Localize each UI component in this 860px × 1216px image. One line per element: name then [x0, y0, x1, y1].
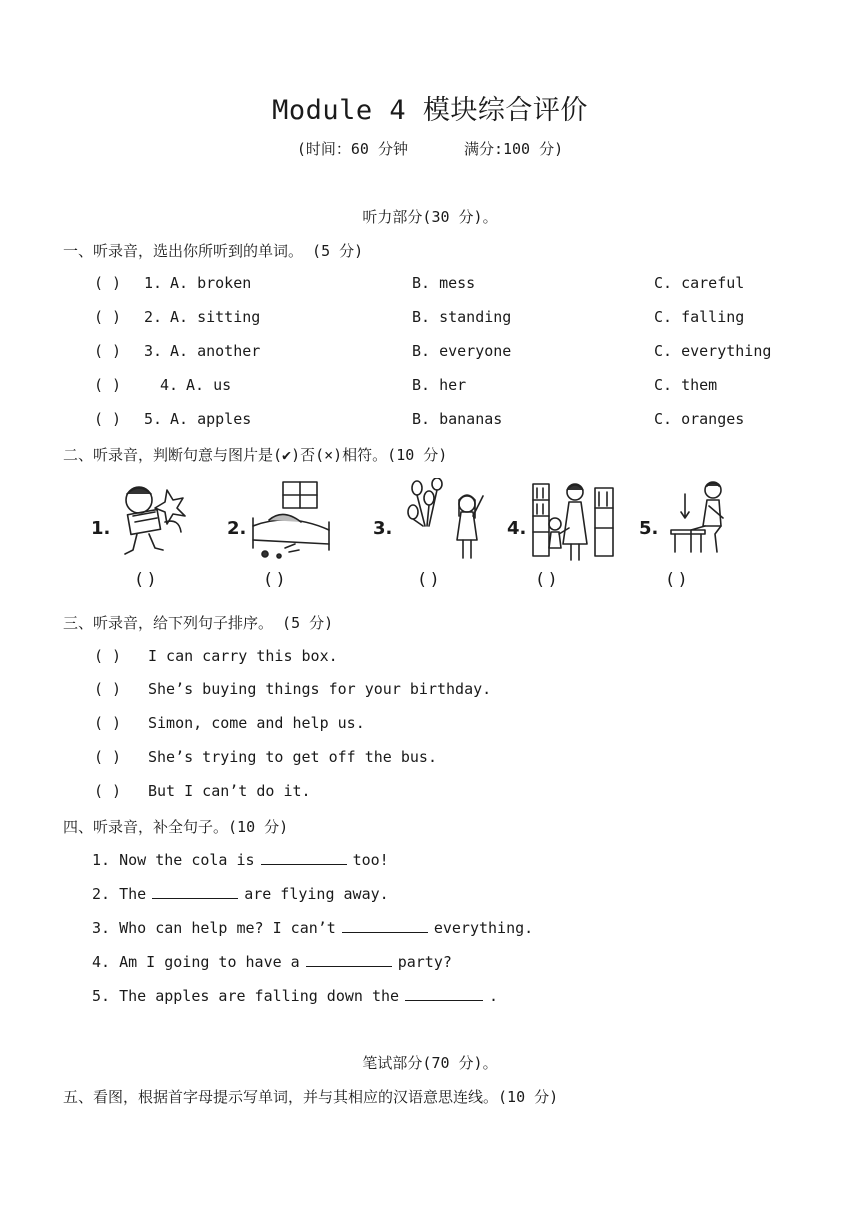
sentence-text: But I can’t do it.: [148, 782, 311, 800]
girl-balloons-icon: [403, 478, 493, 566]
answer-paren[interactable]: ( ): [94, 274, 122, 292]
option-b: B. bananas: [412, 410, 503, 428]
answer-paren[interactable]: ( ): [94, 342, 122, 360]
picture-number: 1.: [91, 518, 111, 539]
listening-part-header: 听力部分(30 分)。: [362, 208, 498, 226]
choice-row: [94, 410, 814, 432]
ordering-item: [94, 714, 365, 732]
answer-paren[interactable]: ( ): [136, 570, 155, 590]
sentence-text: She’s buying things for your birthday.: [148, 680, 492, 698]
sentence-text: I can carry this box.: [148, 647, 338, 665]
answer-paren[interactable]: ( ): [94, 680, 122, 698]
item-number: 3.: [144, 342, 163, 360]
fill-in-item: [92, 986, 498, 1005]
answer-paren[interactable]: ( ): [94, 714, 122, 732]
section3-heading: 三、听录音，给下列句子排序。 (5 分): [63, 614, 334, 632]
ordering-item: [94, 748, 437, 766]
option-a: A. broken: [170, 274, 252, 292]
ordering-item: [94, 782, 311, 800]
option-a: A. apples: [170, 410, 252, 428]
item-number: 2.: [144, 308, 163, 326]
answer-paren[interactable]: ( ): [537, 570, 556, 590]
fill-in-item: [92, 884, 389, 903]
sentence-text: She’s trying to get off the bus.: [148, 748, 437, 766]
section5-heading: 五、看图，根据首字母提示写单词，并与其相应的汉语意思连线。(10 分): [63, 1088, 559, 1106]
ordering-item: [94, 647, 338, 665]
option-c: C. oranges: [654, 410, 745, 428]
choice-row: [94, 308, 814, 330]
messy-bed-window-icon: [249, 478, 339, 566]
picture-number: 4.: [507, 518, 527, 539]
option-a: A. us: [186, 376, 232, 394]
sentence-end: everything.: [433, 919, 534, 937]
picture-number: 2.: [227, 518, 247, 539]
section1-heading: 一、听录音，选出你所听到的单词。 (5 分): [63, 242, 364, 260]
sentence-start: 1. Now the cola is: [92, 851, 255, 869]
choice-row: [94, 342, 814, 364]
option-a: A. another: [170, 342, 261, 360]
sentence-start: 5. The apples are falling down the: [92, 987, 400, 1005]
sentence-start: 2. The: [92, 885, 147, 903]
picture-number: 5.: [639, 518, 659, 539]
option-b: B. everyone: [412, 342, 512, 360]
section2-heading: 二、听录音，判断句意与图片是(✔)否(×)相符。(10 分): [63, 446, 448, 464]
choice-row: [94, 376, 814, 398]
answer-paren[interactable]: ( ): [94, 376, 122, 394]
item-number: 1.: [144, 274, 163, 292]
item-number: 4.: [160, 376, 179, 394]
option-c: C. them: [654, 376, 718, 394]
boy-carrying-box-icon: [115, 478, 195, 566]
answer-blank[interactable]: [152, 884, 238, 899]
choice-row: [94, 274, 814, 296]
answer-paren[interactable]: ( ): [94, 748, 122, 766]
sentence-start: 3. Who can help me? I can’t: [92, 919, 336, 937]
answer-paren[interactable]: ( ): [94, 308, 122, 326]
answer-paren[interactable]: ( ): [94, 410, 122, 428]
fill-in-item: [92, 952, 452, 971]
sentence-end: too!: [352, 851, 389, 869]
answer-paren[interactable]: ( ): [94, 782, 122, 800]
time-limit: (时间：60 分钟: [296, 140, 408, 158]
answer-blank[interactable]: [342, 918, 428, 933]
man-sitting-bench-icon: [665, 478, 745, 566]
sentence-text: Simon, come and help us.: [148, 714, 365, 732]
option-c: C. everything: [654, 342, 772, 360]
picture-row: [85, 478, 745, 598]
fill-in-item: [92, 850, 389, 869]
page-title: Module 4 模块综合评价: [272, 95, 588, 126]
answer-paren[interactable]: ( ): [94, 647, 122, 665]
sentence-end: .: [489, 987, 499, 1005]
answer-paren[interactable]: ( ): [667, 570, 686, 590]
fill-in-item: [92, 918, 533, 937]
option-b: B. her: [412, 376, 467, 394]
option-c: C. careful: [654, 274, 745, 292]
answer-blank[interactable]: [306, 952, 392, 967]
option-a: A. sitting: [170, 308, 261, 326]
option-b: B. mess: [412, 274, 476, 292]
answer-blank[interactable]: [261, 850, 347, 865]
mother-child-shopping-icon: [531, 478, 615, 566]
picture-number: 3.: [373, 518, 393, 539]
sentence-start: 4. Am I going to have a: [92, 953, 300, 971]
sentence-end: party?: [397, 953, 452, 971]
option-c: C. falling: [654, 308, 745, 326]
option-b: B. standing: [412, 308, 512, 326]
section4-heading: 四、听录音，补全句子。(10 分): [63, 818, 289, 836]
answer-paren[interactable]: ( ): [419, 570, 438, 590]
answer-blank[interactable]: [405, 986, 483, 1001]
exam-info: [0, 138, 860, 159]
sentence-end: are flying away.: [244, 885, 389, 903]
written-part-header: 笔试部分(70 分)。: [362, 1054, 498, 1072]
answer-paren[interactable]: ( ): [265, 570, 284, 590]
ordering-item: [94, 680, 491, 698]
item-number: 5.: [144, 410, 163, 428]
full-score: 满分:100 分): [463, 140, 564, 158]
